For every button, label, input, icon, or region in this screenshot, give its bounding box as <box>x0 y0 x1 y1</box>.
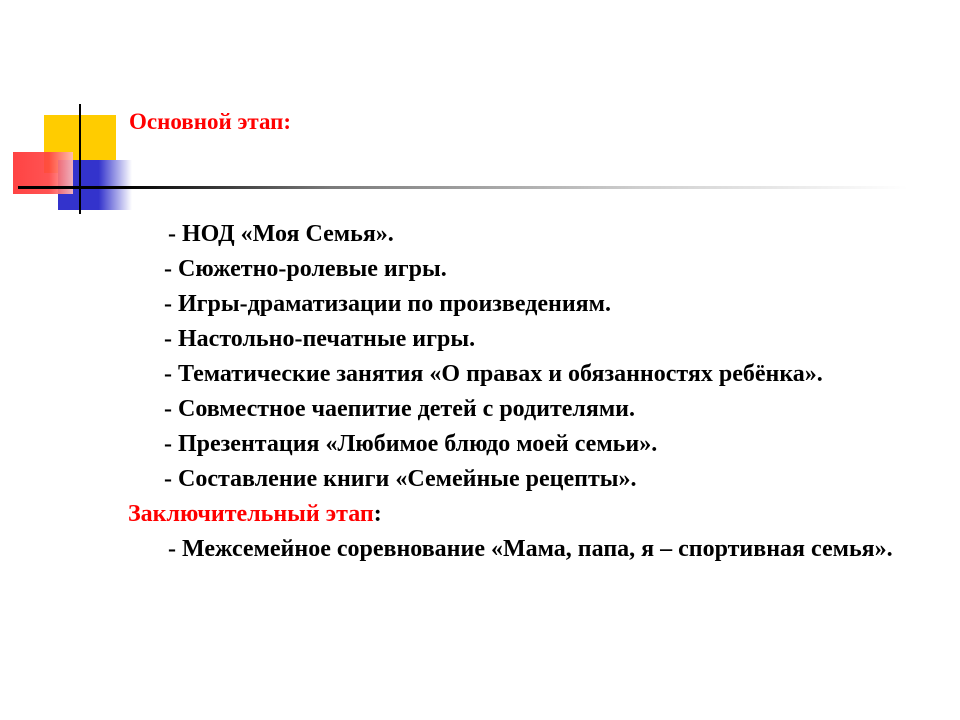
vertical-rule <box>79 104 81 214</box>
list-item: - Игры-драматизации по произведениям. <box>164 291 611 317</box>
list-item: - Презентация «Любимое блюдо моей семьи». <box>164 431 658 457</box>
final-section-colon: : <box>373 501 382 527</box>
list-item: - Совместное чаепитие детей с родителями. <box>164 396 636 422</box>
list-item: - Тематические занятия «О правах и обязанностях ребёнка». <box>164 361 823 387</box>
slide-body <box>128 222 898 572</box>
slide-title: Основной этап: <box>129 109 292 134</box>
list-item: - Составление книги «Семейные рецепты». <box>164 466 637 492</box>
horizontal-rule <box>18 186 908 189</box>
final-section-label: Заключительный этап <box>128 501 374 527</box>
list-item: - НОД «Моя Семья». <box>168 221 394 247</box>
list-item: - Сюжетно-ролевые игры. <box>164 256 447 282</box>
list-item: - Межсемейное соревнование «Мама, папа, я – спортивная семья». <box>168 536 893 562</box>
list-item: - Настольно-печатные игры. <box>164 326 476 352</box>
final-section-heading <box>128 502 898 527</box>
